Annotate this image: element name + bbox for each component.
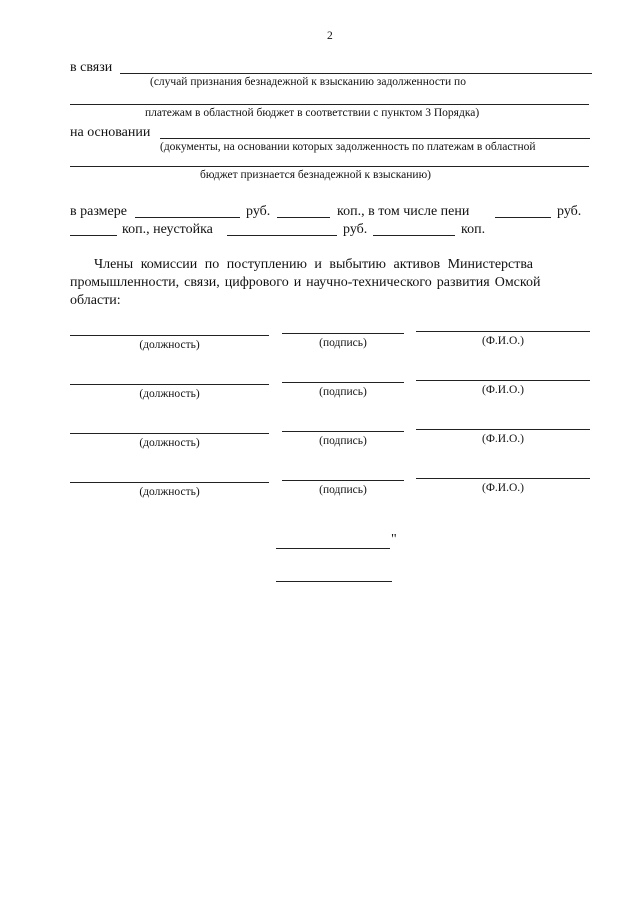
signature-caption: (подпись) (319, 484, 367, 496)
amount-rub-text: руб. (246, 204, 271, 219)
amount-rub-field[interactable] (135, 217, 240, 218)
reason-caption-2: платежам в областной бюджет в соответствии с пунктом 3 Порядка) (145, 107, 480, 119)
name-caption: (Ф.И.О.) (482, 482, 524, 494)
date-quote-mark: " (391, 532, 397, 547)
signature-field[interactable] (282, 431, 404, 432)
position-field[interactable] (70, 482, 269, 483)
penalty-rub-field[interactable] (495, 217, 551, 218)
penalty-kop-field[interactable] (70, 235, 117, 236)
forfeit-rub-text: руб. (343, 222, 368, 237)
name-field[interactable] (416, 429, 590, 430)
name-field[interactable] (416, 331, 590, 332)
basis-line-1[interactable] (160, 138, 590, 139)
basis-caption-1: (документы, на основании которых задолженность по платежам в областной (160, 141, 536, 153)
date-field[interactable] (276, 548, 390, 549)
amount-label: в размере (70, 204, 127, 219)
signature-caption: (подпись) (319, 435, 367, 447)
members-line-3: области: (70, 293, 121, 308)
signature-field[interactable] (282, 480, 404, 481)
basis-caption-2: бюджет признается безнадежной к взысканию) (200, 169, 431, 181)
name-field[interactable] (416, 478, 590, 479)
amount-kop-field[interactable] (277, 217, 330, 218)
basis-label: на основании (70, 125, 151, 140)
amount-incl-penalty-text: коп., в том числе пени (337, 204, 470, 219)
name-caption: (Ф.И.О.) (482, 384, 524, 396)
reason-label: в связи (70, 60, 113, 75)
position-caption: (должность) (139, 388, 200, 400)
date-field-2[interactable] (276, 581, 392, 582)
basis-line-2[interactable] (70, 166, 589, 167)
signature-field[interactable] (282, 333, 404, 334)
page-number: 2 (327, 30, 333, 42)
signature-field[interactable] (282, 382, 404, 383)
penalty-rub-text: руб. (557, 204, 582, 219)
signature-caption: (подпись) (319, 337, 367, 349)
members-line-2: промышленности, связи, цифрового и научно-технического развития Омской (70, 275, 541, 290)
position-caption: (должность) (139, 437, 200, 449)
forfeit-kop-text: коп. (461, 222, 486, 237)
name-caption: (Ф.И.О.) (482, 433, 524, 445)
forfeit-label: коп., неустойка (122, 222, 213, 237)
position-caption: (должность) (139, 486, 200, 498)
position-field[interactable] (70, 384, 269, 385)
name-caption: (Ф.И.О.) (482, 335, 524, 347)
reason-line-2[interactable] (70, 104, 589, 105)
reason-line-1[interactable] (120, 73, 592, 74)
reason-caption-1: (случай признания безнадежной к взысканию задолженности по (150, 76, 466, 88)
signature-caption: (подпись) (319, 386, 367, 398)
position-field[interactable] (70, 335, 269, 336)
name-field[interactable] (416, 380, 590, 381)
forfeit-rub-field[interactable] (227, 235, 337, 236)
position-caption: (должность) (139, 339, 200, 351)
position-field[interactable] (70, 433, 269, 434)
forfeit-kop-field[interactable] (373, 235, 455, 236)
members-line-1: Члены комиссии по поступлению и выбытию активов Министерства (94, 257, 534, 272)
